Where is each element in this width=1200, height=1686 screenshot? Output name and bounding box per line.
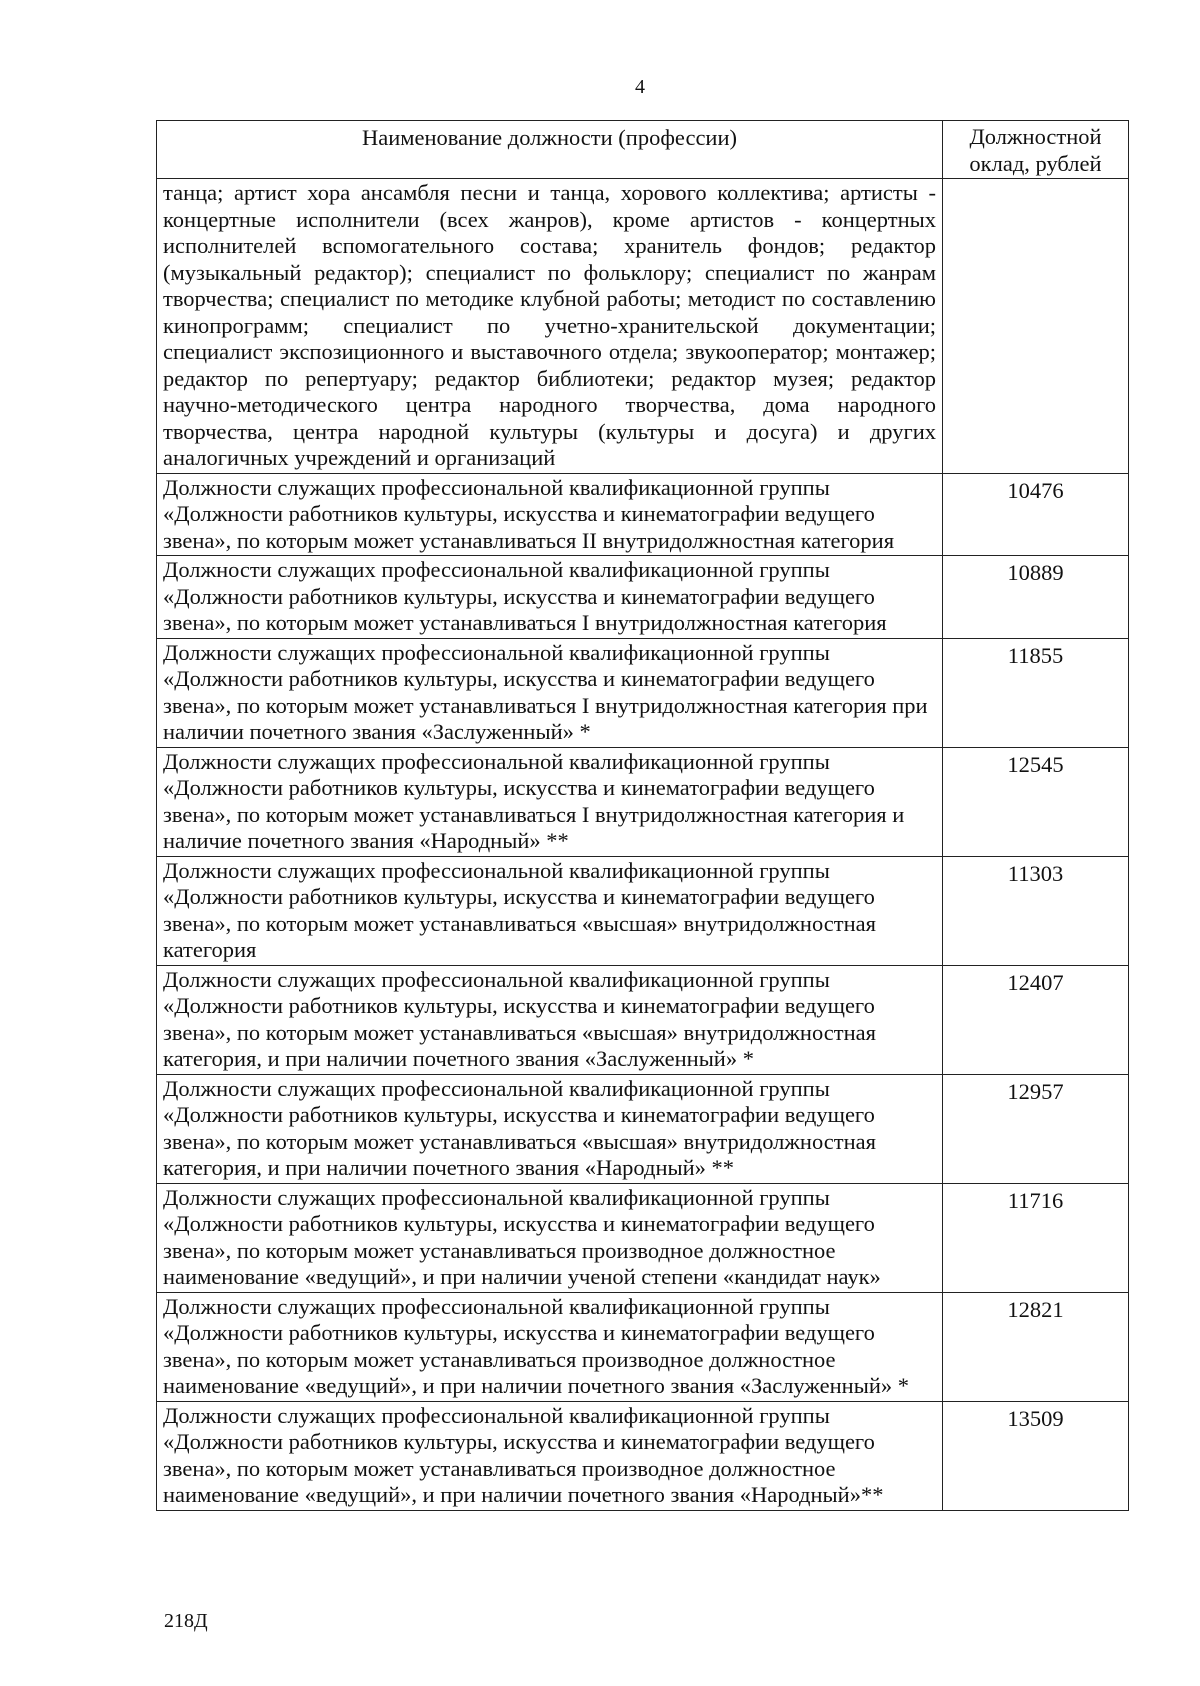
position-name-cell: Должности служащих профессиональной квалификационной группы «Должности работников культуры, искусства и кинематографии ведущего звена», по которым может устанавливаться II внутридолжностная категория [157, 473, 943, 556]
table-row [157, 965, 1129, 1074]
table-row [157, 1074, 1129, 1183]
salary-table [156, 120, 1129, 1511]
position-name-cell: Должности служащих профессиональной квалификационной группы «Должности работников культуры, искусства и кинематографии ведущего звена», по которым может устанавливаться производное должностное наименование «ведущий», и при наличии почетного звания «Народный»** [157, 1401, 943, 1510]
salary-cell [943, 179, 1129, 474]
salary-cell: 12407 [943, 965, 1129, 1074]
salary-cell: 11716 [943, 1183, 1129, 1292]
position-name-cell: Должности служащих профессиональной квалификационной группы «Должности работников культуры, искусства и кинематографии ведущего звена», по которым может устанавливаться «высшая» внутридолжностная категория [157, 856, 943, 965]
document-code: 218Д [164, 1610, 208, 1632]
position-name-cell: Должности служащих профессиональной квалификационной группы «Должности работников культуры, искусства и кинематографии ведущего звена», по которым может устанавливаться производное должностное наименование «ведущий», и при наличии почетного звания «Заслуженный» * [157, 1292, 943, 1401]
position-name-cell: Должности служащих профессиональной квалификационной группы «Должности работников культуры, искусства и кинематографии ведущего звена», по которым может устанавливаться I внутридолжностная категория [157, 556, 943, 639]
position-name-cell: танца; артист хора ансамбля песни и танца, хорового коллектива; артисты - концертные исполнители (всех жанров), кроме артистов - концертных исполнителей вспомогательного состава; хранитель фондов; редактор (музыкальный редактор); специалист по фольклору; специалист по жанрам творчества; специалист по методике клубной работы; методист по составлению кинопрограмм; специалист по учетно-хранительской документации; специалист экспозиционного и выставочного отдела; звукооператор; монтажер; редактор по репертуару; редактор библиотеки; редактор музея; редактор научно-методического центра народного творчества, дома народного творчества, центра народной культуры (культуры и досуга) и других аналогичных учреждений и организаций [157, 179, 943, 474]
table-row [157, 638, 1129, 747]
table-row [157, 747, 1129, 856]
position-name-cell: Должности служащих профессиональной квалификационной группы «Должности работников культуры, искусства и кинематографии ведущего звена», по которым может устанавливаться «высшая» внутридолжностная категория, и при наличии почетного звания «Заслуженный» * [157, 965, 943, 1074]
table-row [157, 1401, 1129, 1510]
salary-cell: 13509 [943, 1401, 1129, 1510]
table-row [157, 473, 1129, 556]
header-position-name: Наименование должности (профессии) [157, 121, 943, 179]
salary-cell: 12821 [943, 1292, 1129, 1401]
position-name-cell: Должности служащих профессиональной квалификационной группы «Должности работников культуры, искусства и кинематографии ведущего звена», по которым может устанавливаться I внутридолжностная категория при наличии почетного звания «Заслуженный» * [157, 638, 943, 747]
table-row [157, 179, 1129, 474]
table-header-row [157, 121, 1129, 179]
salary-cell: 10889 [943, 556, 1129, 639]
table-row [157, 556, 1129, 639]
header-salary: Должностной оклад, рублей [943, 121, 1129, 179]
position-name-cell: Должности служащих профессиональной квалификационной группы «Должности работников культуры, искусства и кинематографии ведущего звена», по которым может устанавливаться производное должностное наименование «ведущий», и при наличии ученой степени «кандидат наук» [157, 1183, 943, 1292]
position-name-cell: Должности служащих профессиональной квалификационной группы «Должности работников культуры, искусства и кинематографии ведущего звена», по которым может устанавливаться «высшая» внутридолжностная категория, и при наличии почетного звания «Народный» ** [157, 1074, 943, 1183]
salary-cell: 10476 [943, 473, 1129, 556]
salary-cell: 11855 [943, 638, 1129, 747]
salary-cell: 12957 [943, 1074, 1129, 1183]
table-row [157, 1292, 1129, 1401]
table-row [157, 856, 1129, 965]
position-name-cell: Должности служащих профессиональной квалификационной группы «Должности работников культуры, искусства и кинематографии ведущего звена», по которым может устанавливаться I внутридолжностная категория и наличие почетного звания «Народный» ** [157, 747, 943, 856]
salary-cell: 11303 [943, 856, 1129, 965]
salary-cell: 12545 [943, 747, 1129, 856]
page-number: 4 [635, 76, 645, 98]
table-row [157, 1183, 1129, 1292]
